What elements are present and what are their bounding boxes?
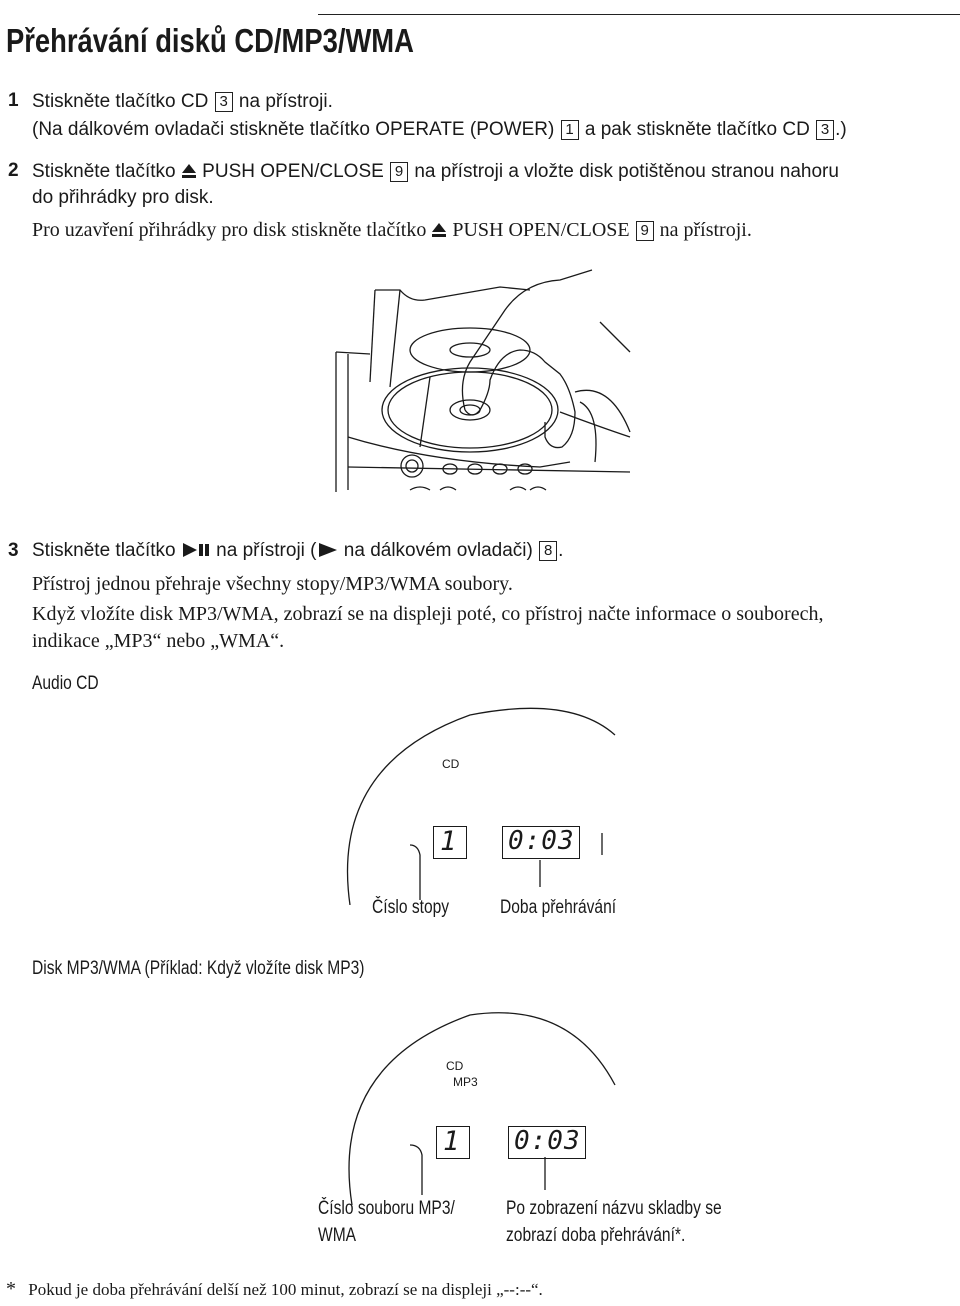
display-mp3-indicator: MP3 [453, 1075, 478, 1089]
eject-icon [431, 222, 447, 238]
key-ref: 1 [561, 120, 579, 140]
disc-insert-illustration [330, 262, 635, 492]
play-icon [317, 542, 339, 558]
step-1-line-1: Stiskněte tlačítko CD 3 na přístroji. [32, 91, 333, 112]
track-number: 1 [440, 826, 457, 857]
step-2-line-3: Pro uzavření přihrádky pro disk stiskněte tlačítko PUSH OPEN/CLOSE 9 na přístroji. [32, 219, 752, 241]
label-time-note-2: zobrazí doba přehrávání*. [506, 1225, 686, 1246]
top-rule [318, 14, 960, 15]
label-track-number: Číslo stopy [372, 897, 450, 918]
key-ref: 9 [636, 221, 654, 241]
mp3-heading: Disk MP3/WMA (Příklad: Když vložíte disk MP3) [32, 958, 365, 979]
step-3-line-1: Stiskněte tlačítko na přístroji ( na dálkovém ovladači) 8 . [32, 540, 564, 561]
step-number: 2 [8, 160, 19, 181]
label-file-number-1: Číslo souboru MP3/ [318, 1198, 455, 1219]
page-title: Přehrávání disků CD/MP3/WMA [6, 22, 414, 59]
footnote [6, 1278, 543, 1301]
mp3-display [330, 1005, 620, 1205]
label-playing-time: Doba přehrávání [500, 897, 617, 918]
display-cd-indicator: CD [446, 1059, 464, 1073]
time-value: 0:03 [508, 826, 575, 856]
eject-icon [181, 163, 197, 179]
file-number: 1 [443, 1126, 460, 1157]
step-number: 3 [8, 540, 19, 561]
step-2-line-2: do přihrádky pro disk. [32, 187, 214, 208]
step-1-line-2: (Na dálkovém ovladači stiskněte tlačítko OPERATE (POWER) 1 a pak stiskněte tlačítko CD 3 .) [32, 119, 847, 140]
step-3-line-2: Přístroj jednou přehraje všechny stopy/MP3/WMA soubory. [32, 573, 513, 595]
key-ref: 3 [215, 92, 233, 112]
label-time-note-1: Po zobrazení názvu skladby se [506, 1198, 722, 1219]
footnote-mark: * [6, 1278, 16, 1300]
time-value: 0:03 [514, 1126, 581, 1156]
key-ref: 8 [539, 541, 557, 561]
step-3-line-4: indikace „MP3“ nebo „WMA“. [32, 630, 285, 652]
step-2-line-1: Stiskněte tlačítko PUSH OPEN/CLOSE 9 na přístroji a vložte disk potištěnou stranou nahoru [32, 161, 839, 182]
audio-cd-display [330, 705, 620, 905]
audio-cd-heading: Audio CD [32, 673, 99, 694]
step-number: 1 [8, 90, 19, 111]
footnote-text: Pokud je doba přehrávání delší než 100 minut, zobrazí se na displeji „--:--“. [28, 1280, 543, 1299]
play-pause-icon [181, 542, 211, 558]
key-ref: 9 [390, 162, 408, 182]
display-cd-indicator: CD [442, 757, 460, 771]
key-ref: 3 [816, 120, 834, 140]
step-3-line-3: Když vložíte disk MP3/WMA, zobrazí se na displeji poté, co přístroj načte informace o souborech, [32, 603, 824, 625]
label-file-number-2: WMA [318, 1225, 357, 1246]
